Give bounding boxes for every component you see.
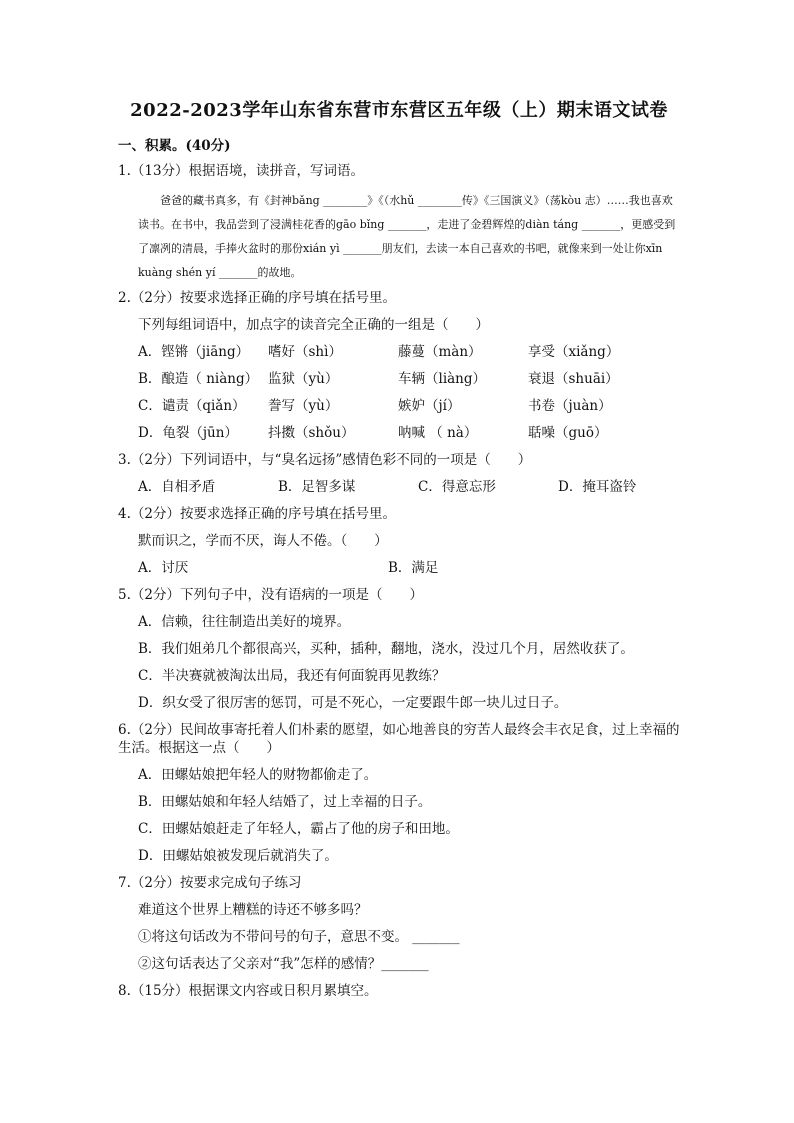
- option-text: A．自相矛盾: [138, 479, 216, 495]
- question-7-subprompt: 难道这个世界上糟糕的诗还不够多吗？: [138, 902, 368, 918]
- option-text: D．织女受了很厉害的惩罚，可是不死心，一定要跟牛郎一块儿过日子。: [138, 695, 568, 711]
- question-2-option-row: [118, 397, 680, 415]
- option-text: A．讨厌: [138, 560, 189, 576]
- question-5-stem: 5.（2分）下列句子中，没有语病的一项是（ ）: [118, 587, 423, 603]
- option-text: D．田螺姑娘被发现后就消失了。: [138, 848, 338, 864]
- option-text: B．满足: [388, 560, 439, 576]
- question-2-option-row: [118, 370, 680, 388]
- option-text: 呐喊 （ nà）: [398, 425, 478, 441]
- option-text: B．足智多谋: [278, 479, 356, 495]
- option-text: 嫉妒（jí）: [398, 398, 461, 414]
- exam-page: [118, 96, 680, 1009]
- option-text: 藤蔓（màn）: [398, 344, 482, 360]
- option-text: C．半决赛就被淘汰出局，我还有何面貌再见教练？: [138, 668, 446, 684]
- question-2-stem: 2.（2分）按要求选择正确的序号填在括号里。: [118, 290, 396, 306]
- question-3-options: [118, 478, 680, 496]
- option-text: B．我们姐弟几个都很高兴，买种，插种，翻地，浇水，没过几个月，居然收获了。: [138, 641, 634, 657]
- option-text: B．酿造（ niàng）: [138, 371, 259, 387]
- question-2-subprompt: 下列每组词语中，加点字的读音完全正确的一组是（ ）: [138, 317, 489, 333]
- option-text: 车辆（liàng）: [398, 371, 487, 387]
- option-text: D．掩耳盗铃: [558, 479, 637, 495]
- question-6-stem: 6.（2分）民间故事寄托着人们朴素的愿望，如心地善良的穷苦人最终会丰衣足食，过上幸福的生活。根据这一点（ ）: [118, 722, 680, 756]
- question-1-stem: 1.（13分）根据语境，读拼音，写词语。: [118, 163, 365, 179]
- question-8-stem: 8.（15分）根据课文内容或日积月累填空。: [118, 983, 378, 999]
- option-text: 书卷（juàn）: [528, 398, 612, 414]
- question-7-stem: 7.（2分）按要求完成句子练习: [118, 875, 302, 891]
- option-text: 享受（xiǎng）: [528, 344, 620, 360]
- question-7-item: ②这句话表达了父亲对“我”怎样的感情？_______: [138, 956, 429, 972]
- option-text: A．铿锵（jiāng）: [138, 344, 250, 360]
- question-4-options: [118, 559, 680, 577]
- question-1-passage: 爸爸的藏书真多，有《封神bǎng ________》《（水hǔ ________传》《三国演义》（荡kòu 志）……我也喜欢读书。在书中，我品尝到了浸满桂花香的gāo bǐng _______，走进了金碧辉煌的diàn táng _______，更感受到了凛冽的清晨，手捧火盆时的那份xián yì _______朋友们，去读一本自己喜欢的书吧，就像来到一处让你xīn kuàng shén yí _______的故地。: [138, 194, 676, 279]
- option-text: D．龟裂（jūn）: [138, 425, 238, 441]
- question-2-option-row: [118, 424, 680, 442]
- question-3-stem: 3.（2分）下列词语中，与“臭名远扬”感情色彩不同的一项是（ ）: [118, 452, 532, 468]
- option-text: 衰退（shuāi）: [528, 371, 619, 387]
- option-text: 嗜好（shì）: [268, 344, 342, 360]
- question-2-option-row: [118, 343, 680, 361]
- option-text: A．信赖，往往制造出美好的境界。: [138, 614, 351, 630]
- option-text: 聒噪（guō）: [528, 425, 608, 441]
- option-text: 监狱（yù）: [268, 371, 339, 387]
- question-7-item: ①将这句话改为不带问号的句子，意思不变。 _______: [138, 929, 460, 945]
- exam-title: 2022-2023学年山东省东营市东营区五年级（上）期末语文试卷: [130, 100, 668, 121]
- option-text: C．得意忘形: [418, 479, 496, 495]
- question-4-subprompt: 默而识之，学而不厌，诲人不倦。（ ）: [138, 533, 388, 549]
- option-text: 抖擞（shǒu）: [268, 425, 355, 441]
- option-text: B．田螺姑娘和年轻人结婚了，过上幸福的日子。: [138, 794, 432, 810]
- option-text: 誊写（yù）: [268, 398, 339, 414]
- question-4-stem: 4.（2分）按要求选择正确的序号填在括号里。: [118, 506, 396, 522]
- section-heading: 一、积累。(40分): [118, 138, 231, 154]
- option-text: C．田螺姑娘赶走了年轻人，霸占了他的房子和田地。: [138, 821, 459, 837]
- option-text: A．田螺姑娘把年轻人的财物都偷走了。: [138, 767, 378, 783]
- option-text: C．谴责（qiǎn）: [138, 398, 246, 414]
